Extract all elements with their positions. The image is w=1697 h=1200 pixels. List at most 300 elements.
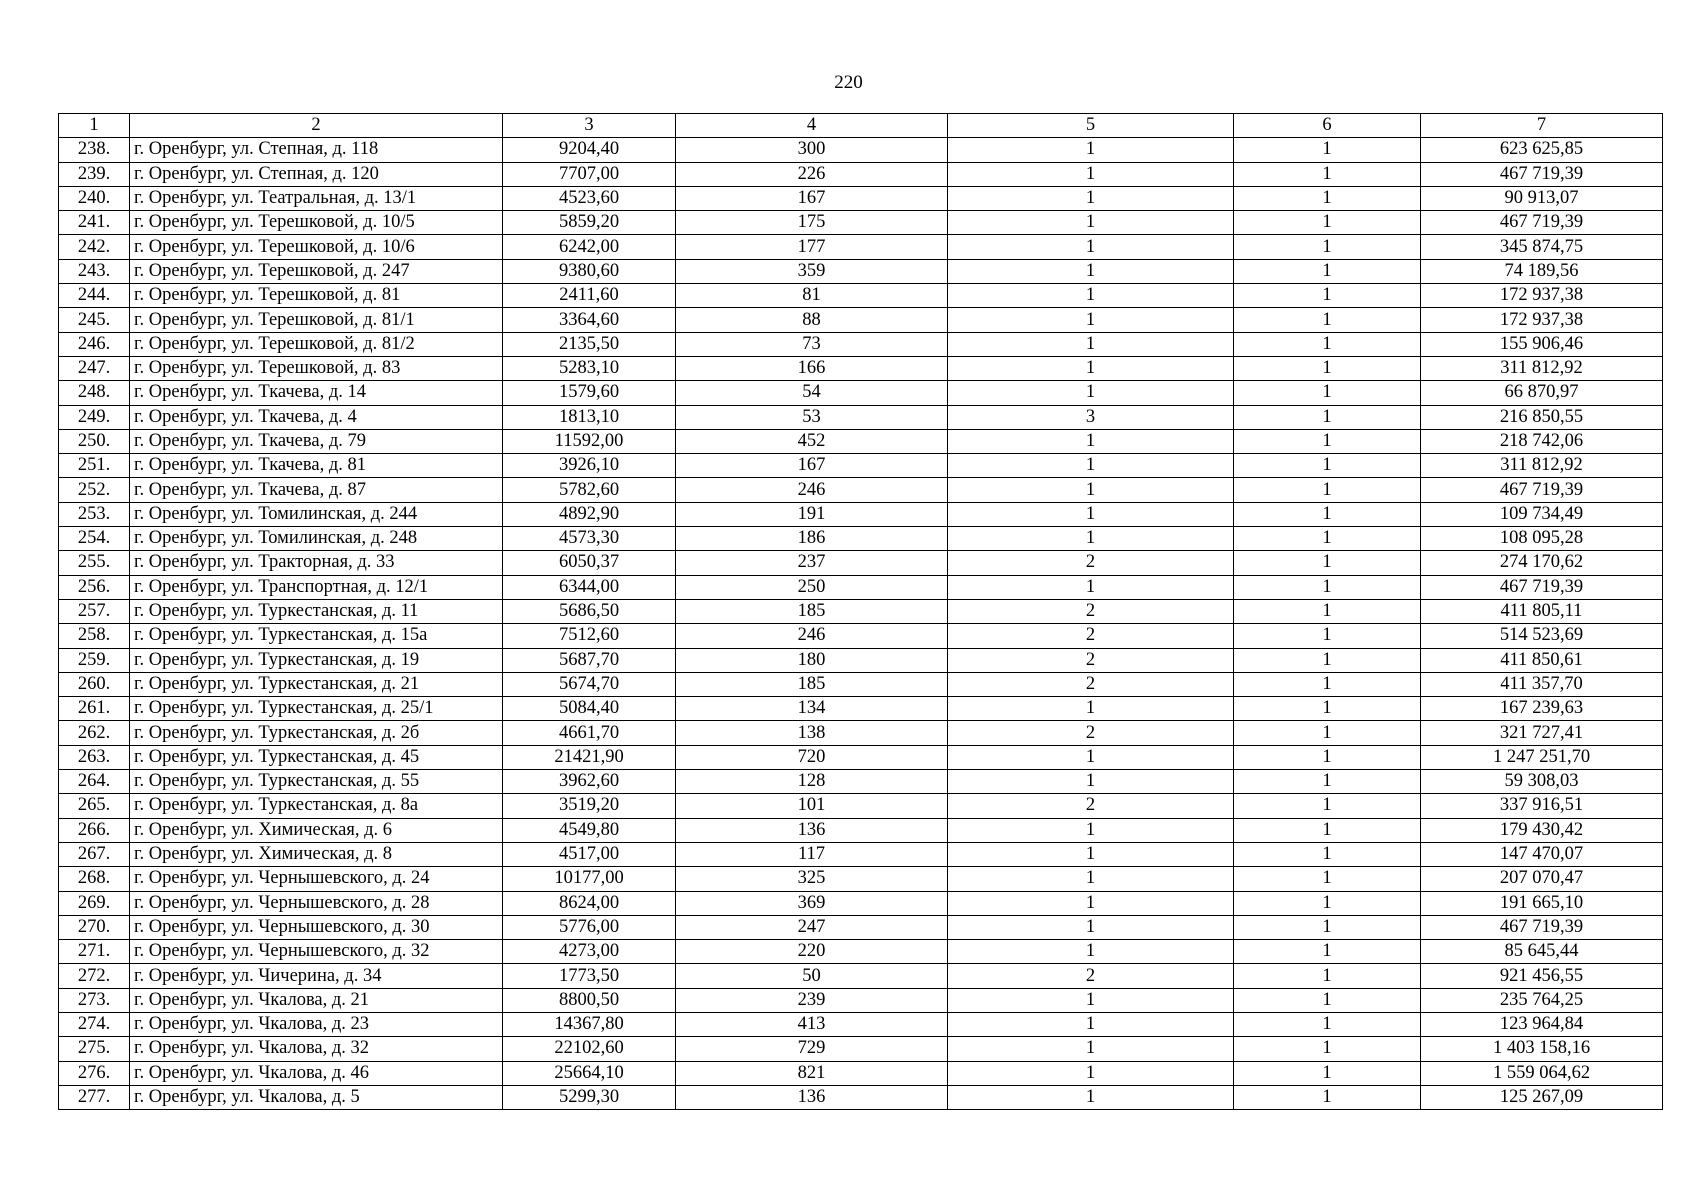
residents-cell: 452 <box>676 429 948 453</box>
value-5-cell: 1 <box>948 915 1234 939</box>
value-5-cell: 2 <box>948 794 1234 818</box>
table-row <box>59 211 1663 235</box>
address-cell: г. Оренбург, ул. Туркестанская, д. 25/1 <box>130 697 503 721</box>
amount-cell: 467 719,39 <box>1421 478 1663 502</box>
value-5-cell: 2 <box>948 624 1234 648</box>
table-row <box>59 1012 1663 1036</box>
residents-cell: 73 <box>676 332 948 356</box>
value-5-cell: 1 <box>948 162 1234 186</box>
value-6-cell: 1 <box>1234 1037 1421 1061</box>
amount-cell: 235 764,25 <box>1421 988 1663 1012</box>
amount-cell: 172 937,38 <box>1421 308 1663 332</box>
amount-cell: 311 812,92 <box>1421 356 1663 380</box>
amount-cell: 411 805,11 <box>1421 599 1663 623</box>
area-cell: 5283,10 <box>503 356 676 380</box>
table-row <box>59 794 1663 818</box>
residents-cell: 246 <box>676 478 948 502</box>
row-index-cell: 244. <box>59 284 130 308</box>
table-row <box>59 259 1663 283</box>
address-cell: г. Оренбург, ул. Туркестанская, д. 19 <box>130 648 503 672</box>
address-cell: г. Оренбург, ул. Чкалова, д. 5 <box>130 1085 503 1109</box>
table-row <box>59 818 1663 842</box>
value-6-cell: 1 <box>1234 138 1421 162</box>
value-6-cell: 1 <box>1234 988 1421 1012</box>
table-row <box>59 527 1663 551</box>
value-6-cell: 1 <box>1234 478 1421 502</box>
amount-cell: 337 916,51 <box>1421 794 1663 818</box>
column-number-row <box>59 114 1663 138</box>
area-cell: 14367,80 <box>503 1012 676 1036</box>
residents-cell: 226 <box>676 162 948 186</box>
residents-cell: 821 <box>676 1061 948 1085</box>
value-6-cell: 1 <box>1234 429 1421 453</box>
area-cell: 5859,20 <box>503 211 676 235</box>
table-row <box>59 599 1663 623</box>
residents-cell: 239 <box>676 988 948 1012</box>
area-cell: 5084,40 <box>503 697 676 721</box>
area-cell: 9380,60 <box>503 259 676 283</box>
value-6-cell: 1 <box>1234 211 1421 235</box>
row-index-cell: 241. <box>59 211 130 235</box>
registry-table <box>58 113 1663 1110</box>
address-cell: г. Оренбург, ул. Терешковой, д. 81/2 <box>130 332 503 356</box>
value-6-cell: 1 <box>1234 891 1421 915</box>
amount-cell: 411 850,61 <box>1421 648 1663 672</box>
column-number-2: 2 <box>130 114 503 138</box>
row-index-cell: 239. <box>59 162 130 186</box>
address-cell: г. Оренбург, ул. Чернышевского, д. 28 <box>130 891 503 915</box>
area-cell: 4517,00 <box>503 842 676 866</box>
area-cell: 8800,50 <box>503 988 676 1012</box>
value-5-cell: 1 <box>948 429 1234 453</box>
value-6-cell: 1 <box>1234 599 1421 623</box>
table-row <box>59 454 1663 478</box>
residents-cell: 185 <box>676 599 948 623</box>
value-5-cell: 1 <box>948 381 1234 405</box>
value-5-cell: 1 <box>948 1085 1234 1109</box>
area-cell: 5782,60 <box>503 478 676 502</box>
value-6-cell: 1 <box>1234 308 1421 332</box>
row-index-cell: 242. <box>59 235 130 259</box>
address-cell: г. Оренбург, ул. Ткачева, д. 14 <box>130 381 503 405</box>
value-6-cell: 1 <box>1234 1012 1421 1036</box>
address-cell: г. Оренбург, ул. Терешковой, д. 81/1 <box>130 308 503 332</box>
value-6-cell: 1 <box>1234 672 1421 696</box>
area-cell: 6050,37 <box>503 551 676 575</box>
value-6-cell: 1 <box>1234 235 1421 259</box>
column-number-1: 1 <box>59 114 130 138</box>
table-row <box>59 964 1663 988</box>
amount-cell: 218 742,06 <box>1421 429 1663 453</box>
area-cell: 5687,70 <box>503 648 676 672</box>
value-5-cell: 2 <box>948 721 1234 745</box>
amount-cell: 311 812,92 <box>1421 454 1663 478</box>
row-index-cell: 271. <box>59 940 130 964</box>
area-cell: 5776,00 <box>503 915 676 939</box>
amount-cell: 411 357,70 <box>1421 672 1663 696</box>
value-6-cell: 1 <box>1234 624 1421 648</box>
address-cell: г. Оренбург, ул. Тракторная, д. 33 <box>130 551 503 575</box>
value-5-cell: 1 <box>948 575 1234 599</box>
amount-cell: 191 665,10 <box>1421 891 1663 915</box>
residents-cell: 720 <box>676 745 948 769</box>
value-6-cell: 1 <box>1234 381 1421 405</box>
address-cell: г. Оренбург, ул. Ткачева, д. 79 <box>130 429 503 453</box>
value-5-cell: 1 <box>948 211 1234 235</box>
amount-cell: 467 719,39 <box>1421 162 1663 186</box>
address-cell: г. Оренбург, ул. Туркестанская, д. 11 <box>130 599 503 623</box>
area-cell: 4661,70 <box>503 721 676 745</box>
residents-cell: 180 <box>676 648 948 672</box>
amount-cell: 207 070,47 <box>1421 867 1663 891</box>
area-cell: 3926,10 <box>503 454 676 478</box>
value-6-cell: 1 <box>1234 527 1421 551</box>
table-row <box>59 332 1663 356</box>
row-index-cell: 248. <box>59 381 130 405</box>
value-6-cell: 1 <box>1234 867 1421 891</box>
amount-cell: 467 719,39 <box>1421 211 1663 235</box>
address-cell: г. Оренбург, ул. Чернышевского, д. 30 <box>130 915 503 939</box>
address-cell: г. Оренбург, ул. Чкалова, д. 46 <box>130 1061 503 1085</box>
value-5-cell: 1 <box>948 186 1234 210</box>
amount-cell: 1 247 251,70 <box>1421 745 1663 769</box>
address-cell: г. Оренбург, ул. Терешковой, д. 83 <box>130 356 503 380</box>
row-index-cell: 274. <box>59 1012 130 1036</box>
residents-cell: 247 <box>676 915 948 939</box>
address-cell: г. Оренбург, ул. Чкалова, д. 23 <box>130 1012 503 1036</box>
residents-cell: 729 <box>676 1037 948 1061</box>
address-cell: г. Оренбург, ул. Туркестанская, д. 21 <box>130 672 503 696</box>
row-index-cell: 262. <box>59 721 130 745</box>
residents-cell: 250 <box>676 575 948 599</box>
table-row <box>59 940 1663 964</box>
row-index-cell: 253. <box>59 502 130 526</box>
value-6-cell: 1 <box>1234 284 1421 308</box>
row-index-cell: 266. <box>59 818 130 842</box>
area-cell: 10177,00 <box>503 867 676 891</box>
table-row <box>59 429 1663 453</box>
residents-cell: 167 <box>676 186 948 210</box>
value-6-cell: 1 <box>1234 915 1421 939</box>
address-cell: г. Оренбург, ул. Степная, д. 120 <box>130 162 503 186</box>
area-cell: 21421,90 <box>503 745 676 769</box>
row-index-cell: 255. <box>59 551 130 575</box>
address-cell: г. Оренбург, ул. Химическая, д. 6 <box>130 818 503 842</box>
amount-cell: 147 470,07 <box>1421 842 1663 866</box>
value-5-cell: 3 <box>948 405 1234 429</box>
area-cell: 4273,00 <box>503 940 676 964</box>
residents-cell: 136 <box>676 818 948 842</box>
amount-cell: 167 239,63 <box>1421 697 1663 721</box>
value-5-cell: 1 <box>948 138 1234 162</box>
value-5-cell: 1 <box>948 502 1234 526</box>
table-row <box>59 162 1663 186</box>
residents-cell: 167 <box>676 454 948 478</box>
residents-cell: 166 <box>676 356 948 380</box>
residents-cell: 101 <box>676 794 948 818</box>
value-6-cell: 1 <box>1234 842 1421 866</box>
table-row <box>59 235 1663 259</box>
table-row <box>59 405 1663 429</box>
table-row <box>59 138 1663 162</box>
value-5-cell: 2 <box>948 551 1234 575</box>
address-cell: г. Оренбург, ул. Ткачева, д. 81 <box>130 454 503 478</box>
area-cell: 2135,50 <box>503 332 676 356</box>
value-5-cell: 1 <box>948 308 1234 332</box>
address-cell: г. Оренбург, ул. Чичерина, д. 34 <box>130 964 503 988</box>
address-cell: г. Оренбург, ул. Терешковой, д. 247 <box>130 259 503 283</box>
row-index-cell: 251. <box>59 454 130 478</box>
amount-cell: 90 913,07 <box>1421 186 1663 210</box>
value-6-cell: 1 <box>1234 186 1421 210</box>
value-6-cell: 1 <box>1234 1085 1421 1109</box>
area-cell: 6344,00 <box>503 575 676 599</box>
value-5-cell: 1 <box>948 1012 1234 1036</box>
amount-cell: 345 874,75 <box>1421 235 1663 259</box>
amount-cell: 216 850,55 <box>1421 405 1663 429</box>
area-cell: 6242,00 <box>503 235 676 259</box>
value-6-cell: 1 <box>1234 964 1421 988</box>
amount-cell: 514 523,69 <box>1421 624 1663 648</box>
row-index-cell: 257. <box>59 599 130 623</box>
area-cell: 1773,50 <box>503 964 676 988</box>
value-6-cell: 1 <box>1234 454 1421 478</box>
address-cell: г. Оренбург, ул. Театральная, д. 13/1 <box>130 186 503 210</box>
address-cell: г. Оренбург, ул. Томилинская, д. 248 <box>130 527 503 551</box>
row-index-cell: 250. <box>59 429 130 453</box>
residents-cell: 136 <box>676 1085 948 1109</box>
table-row <box>59 551 1663 575</box>
amount-cell: 172 937,38 <box>1421 284 1663 308</box>
value-5-cell: 1 <box>948 259 1234 283</box>
row-index-cell: 269. <box>59 891 130 915</box>
column-number-7: 7 <box>1421 114 1663 138</box>
amount-cell: 85 645,44 <box>1421 940 1663 964</box>
value-6-cell: 1 <box>1234 575 1421 599</box>
column-number-5: 5 <box>948 114 1234 138</box>
value-6-cell: 1 <box>1234 502 1421 526</box>
value-6-cell: 1 <box>1234 551 1421 575</box>
address-cell: г. Оренбург, ул. Терешковой, д. 81 <box>130 284 503 308</box>
row-index-cell: 259. <box>59 648 130 672</box>
residents-cell: 175 <box>676 211 948 235</box>
area-cell: 7707,00 <box>503 162 676 186</box>
value-5-cell: 1 <box>948 478 1234 502</box>
value-6-cell: 1 <box>1234 162 1421 186</box>
value-5-cell: 1 <box>948 697 1234 721</box>
area-cell: 1579,60 <box>503 381 676 405</box>
value-5-cell: 1 <box>948 867 1234 891</box>
value-5-cell: 1 <box>948 284 1234 308</box>
area-cell: 8624,00 <box>503 891 676 915</box>
row-index-cell: 252. <box>59 478 130 502</box>
table-row <box>59 356 1663 380</box>
table-row <box>59 478 1663 502</box>
area-cell: 2411,60 <box>503 284 676 308</box>
residents-cell: 117 <box>676 842 948 866</box>
row-index-cell: 264. <box>59 770 130 794</box>
residents-cell: 54 <box>676 381 948 405</box>
row-index-cell: 260. <box>59 672 130 696</box>
row-index-cell: 276. <box>59 1061 130 1085</box>
table-row <box>59 575 1663 599</box>
residents-cell: 138 <box>676 721 948 745</box>
address-cell: г. Оренбург, ул. Терешковой, д. 10/6 <box>130 235 503 259</box>
row-index-cell: 270. <box>59 915 130 939</box>
amount-cell: 125 267,09 <box>1421 1085 1663 1109</box>
value-6-cell: 1 <box>1234 648 1421 672</box>
area-cell: 5674,70 <box>503 672 676 696</box>
residents-cell: 325 <box>676 867 948 891</box>
address-cell: г. Оренбург, ул. Чернышевского, д. 24 <box>130 867 503 891</box>
column-number-6: 6 <box>1234 114 1421 138</box>
residents-cell: 359 <box>676 259 948 283</box>
address-cell: г. Оренбург, ул. Чкалова, д. 21 <box>130 988 503 1012</box>
address-cell: г. Оренбург, ул. Ткачева, д. 87 <box>130 478 503 502</box>
row-index-cell: 240. <box>59 186 130 210</box>
amount-cell: 66 870,97 <box>1421 381 1663 405</box>
table-row <box>59 697 1663 721</box>
area-cell: 5686,50 <box>503 599 676 623</box>
table-row <box>59 381 1663 405</box>
area-cell: 25664,10 <box>503 1061 676 1085</box>
address-cell: г. Оренбург, ул. Туркестанская, д. 55 <box>130 770 503 794</box>
row-index-cell: 258. <box>59 624 130 648</box>
value-6-cell: 1 <box>1234 721 1421 745</box>
table-row <box>59 988 1663 1012</box>
value-5-cell: 1 <box>948 1037 1234 1061</box>
row-index-cell: 254. <box>59 527 130 551</box>
amount-cell: 274 170,62 <box>1421 551 1663 575</box>
value-5-cell: 1 <box>948 356 1234 380</box>
amount-cell: 155 906,46 <box>1421 332 1663 356</box>
value-5-cell: 1 <box>948 988 1234 1012</box>
table-row <box>59 770 1663 794</box>
residents-cell: 369 <box>676 891 948 915</box>
address-cell: г. Оренбург, ул. Чернышевского, д. 32 <box>130 940 503 964</box>
address-cell: г. Оренбург, ул. Транспортная, д. 12/1 <box>130 575 503 599</box>
value-5-cell: 1 <box>948 842 1234 866</box>
residents-cell: 237 <box>676 551 948 575</box>
amount-cell: 1 559 064,62 <box>1421 1061 1663 1085</box>
row-index-cell: 275. <box>59 1037 130 1061</box>
residents-cell: 246 <box>676 624 948 648</box>
address-cell: г. Оренбург, ул. Чкалова, д. 32 <box>130 1037 503 1061</box>
value-6-cell: 1 <box>1234 770 1421 794</box>
value-6-cell: 1 <box>1234 818 1421 842</box>
value-5-cell: 1 <box>948 454 1234 478</box>
area-cell: 5299,30 <box>503 1085 676 1109</box>
area-cell: 22102,60 <box>503 1037 676 1061</box>
value-5-cell: 1 <box>948 1061 1234 1085</box>
area-cell: 7512,60 <box>503 624 676 648</box>
table-row <box>59 1085 1663 1109</box>
table-row <box>59 867 1663 891</box>
row-index-cell: 246. <box>59 332 130 356</box>
table-row <box>59 891 1663 915</box>
address-cell: г. Оренбург, ул. Туркестанская, д. 2б <box>130 721 503 745</box>
amount-cell: 321 727,41 <box>1421 721 1663 745</box>
area-cell: 3962,60 <box>503 770 676 794</box>
value-5-cell: 1 <box>948 770 1234 794</box>
table-row <box>59 842 1663 866</box>
amount-cell: 123 964,84 <box>1421 1012 1663 1036</box>
amount-cell: 74 189,56 <box>1421 259 1663 283</box>
row-index-cell: 247. <box>59 356 130 380</box>
value-6-cell: 1 <box>1234 940 1421 964</box>
table-row <box>59 721 1663 745</box>
amount-cell: 109 734,49 <box>1421 502 1663 526</box>
table-row <box>59 308 1663 332</box>
table-row <box>59 745 1663 769</box>
row-index-cell: 273. <box>59 988 130 1012</box>
table-row <box>59 1037 1663 1061</box>
area-cell: 4523,60 <box>503 186 676 210</box>
table-row <box>59 284 1663 308</box>
amount-cell: 179 430,42 <box>1421 818 1663 842</box>
row-index-cell: 261. <box>59 697 130 721</box>
table-row <box>59 502 1663 526</box>
value-5-cell: 1 <box>948 332 1234 356</box>
residents-cell: 191 <box>676 502 948 526</box>
amount-cell: 108 095,28 <box>1421 527 1663 551</box>
value-5-cell: 1 <box>948 235 1234 259</box>
value-5-cell: 2 <box>948 599 1234 623</box>
row-index-cell: 249. <box>59 405 130 429</box>
value-5-cell: 2 <box>948 648 1234 672</box>
value-5-cell: 1 <box>948 891 1234 915</box>
residents-cell: 177 <box>676 235 948 259</box>
address-cell: г. Оренбург, ул. Туркестанская, д. 8а <box>130 794 503 818</box>
residents-cell: 300 <box>676 138 948 162</box>
area-cell: 3519,20 <box>503 794 676 818</box>
amount-cell: 467 719,39 <box>1421 915 1663 939</box>
area-cell: 11592,00 <box>503 429 676 453</box>
residents-cell: 134 <box>676 697 948 721</box>
value-6-cell: 1 <box>1234 332 1421 356</box>
row-index-cell: 238. <box>59 138 130 162</box>
address-cell: г. Оренбург, ул. Туркестанская, д. 15а <box>130 624 503 648</box>
amount-cell: 1 403 158,16 <box>1421 1037 1663 1061</box>
value-6-cell: 1 <box>1234 697 1421 721</box>
area-cell: 4892,90 <box>503 502 676 526</box>
value-5-cell: 1 <box>948 940 1234 964</box>
area-cell: 4549,80 <box>503 818 676 842</box>
row-index-cell: 268. <box>59 867 130 891</box>
row-index-cell: 263. <box>59 745 130 769</box>
value-5-cell: 2 <box>948 672 1234 696</box>
area-cell: 4573,30 <box>503 527 676 551</box>
table-row <box>59 672 1663 696</box>
row-index-cell: 272. <box>59 964 130 988</box>
area-cell: 3364,60 <box>503 308 676 332</box>
row-index-cell: 243. <box>59 259 130 283</box>
value-6-cell: 1 <box>1234 745 1421 769</box>
residents-cell: 81 <box>676 284 948 308</box>
page-number: 220 <box>834 72 863 93</box>
address-cell: г. Оренбург, ул. Степная, д. 118 <box>130 138 503 162</box>
residents-cell: 50 <box>676 964 948 988</box>
address-cell: г. Оренбург, ул. Химическая, д. 8 <box>130 842 503 866</box>
table-row <box>59 915 1663 939</box>
value-6-cell: 1 <box>1234 794 1421 818</box>
column-number-3: 3 <box>503 114 676 138</box>
area-cell: 9204,40 <box>503 138 676 162</box>
row-index-cell: 256. <box>59 575 130 599</box>
table-row <box>59 648 1663 672</box>
table-row <box>59 186 1663 210</box>
residents-cell: 88 <box>676 308 948 332</box>
